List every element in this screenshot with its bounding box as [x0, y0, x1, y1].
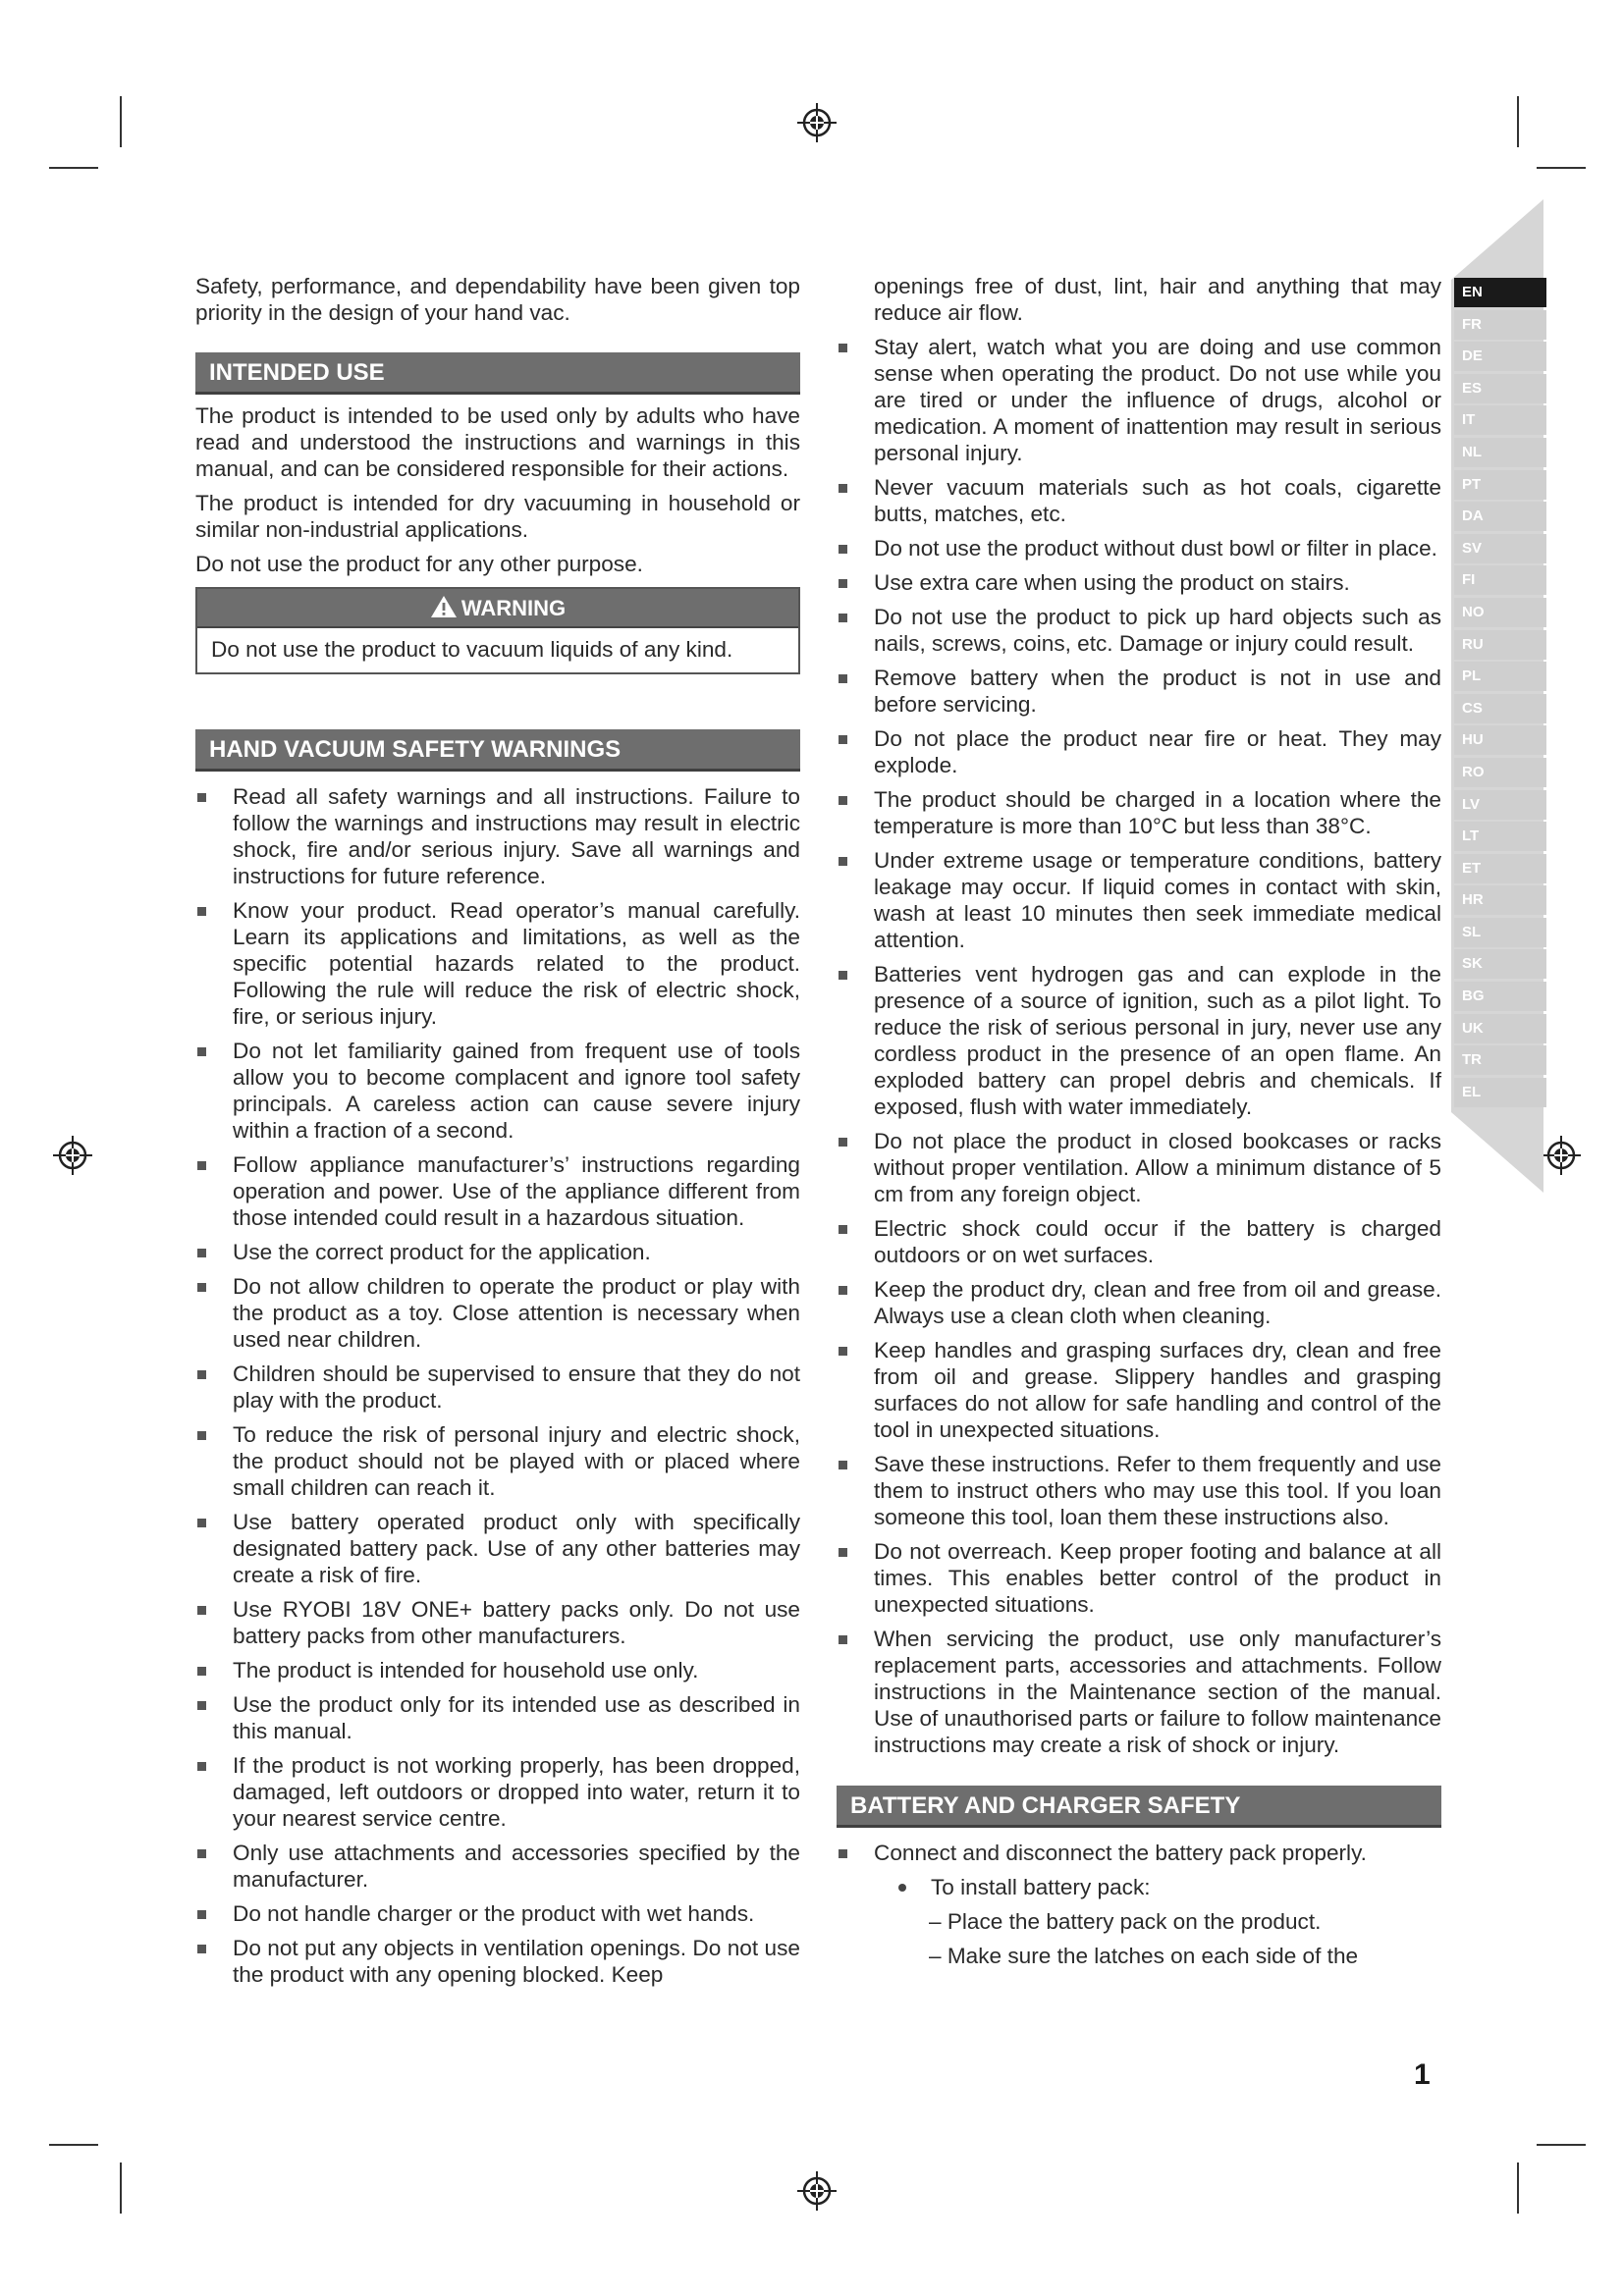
list-item-text: Follow appliance manufacturer’s’ instructions regarding operation and power. Use of the appliance different from those intended could result in a hazardous situation.: [233, 1152, 800, 1230]
bullet-square-icon: [197, 1701, 206, 1710]
intended-use-paragraph: Do not use the product for any other purpose.: [195, 552, 643, 576]
intended-use-heading: INTENDED USE: [195, 352, 800, 395]
bullet-square-icon: [839, 1347, 847, 1356]
bullet-square-icon: [839, 344, 847, 352]
language-tab-da[interactable]: DA: [1454, 502, 1546, 531]
list-item: [837, 1128, 1441, 1207]
bullet-square-icon: [839, 1548, 847, 1557]
list-item: [837, 604, 1441, 657]
bullet-square-icon: [197, 1910, 206, 1919]
list-item: [837, 1337, 1441, 1443]
crop-mark-bottom-left-v: [120, 2163, 122, 2214]
language-tab-sv[interactable]: SV: [1454, 534, 1546, 563]
language-tab-sk[interactable]: SK: [1454, 949, 1546, 979]
list-item: [837, 334, 1441, 466]
battery-list: [837, 1840, 1441, 1866]
crop-mark-top-left-h: [49, 167, 98, 169]
list-item-text: Use the product only for its intended use as described in this manual.: [233, 1692, 800, 1743]
language-tabs: [1454, 278, 1546, 1109]
bullet-square-icon: [197, 1161, 206, 1170]
language-tab-ro[interactable]: RO: [1454, 758, 1546, 787]
list-item-text: Do not put any objects in ventilation openings. Do not use the product with any opening blocked. Keep: [233, 1936, 800, 1987]
list-item: [837, 474, 1441, 527]
list-item: [837, 847, 1441, 953]
list-item-text: The product should be charged in a location where the temperature is more than 10°C but less than 38°C.: [874, 787, 1441, 838]
list-item: [837, 1276, 1441, 1329]
language-tab-pl[interactable]: PL: [1454, 662, 1546, 691]
list-item-text: Children should be supervised to ensure that they do not play with the product.: [233, 1362, 800, 1413]
language-tab-et[interactable]: ET: [1454, 854, 1546, 883]
language-tab-ru[interactable]: RU: [1454, 630, 1546, 660]
registration-mark-top-icon: [795, 101, 839, 144]
warning-header: [197, 589, 798, 628]
language-tab-hu[interactable]: HU: [1454, 725, 1546, 755]
language-tab-hr[interactable]: HR: [1454, 885, 1546, 915]
safety-warnings-list: [837, 334, 1441, 1758]
registration-mark-left-icon: [51, 1134, 94, 1177]
language-tab-fi[interactable]: FI: [1454, 565, 1546, 595]
bullet-square-icon: [197, 1431, 206, 1440]
list-item-text: Do not handle charger or the product with wet hands.: [233, 1901, 755, 1926]
bullet-square-icon: [839, 1286, 847, 1295]
bullet-square-icon: [839, 484, 847, 493]
list-item: [195, 1752, 800, 1832]
bullet-square-icon: [197, 1519, 206, 1527]
install-step: – Place the battery pack on the product.: [929, 1909, 1322, 1934]
language-tab-uk[interactable]: UK: [1454, 1014, 1546, 1043]
bullet-square-icon: [839, 1138, 847, 1147]
list-item-text: Use battery operated product only with specifically designated battery pack. Use of any other batteries may create a risk of fire.: [233, 1510, 800, 1587]
list-item: [837, 961, 1441, 1120]
list-item-text: Use RYOBI 18V ONE+ battery packs only. Do not use battery packs from other manufacturers.: [233, 1597, 800, 1648]
list-item-text: Keep the product dry, clean and free from oil and grease. Always use a clean cloth when cleaning.: [874, 1277, 1441, 1328]
list-item-text: Know your product. Read operator’s manual carefully. Learn its applications and limitations, as well as the specific potential hazards related to the product. Following the rule will reduce the risk of electric shock, fire, or serious injury.: [233, 898, 800, 1029]
bullet-square-icon: [839, 614, 847, 622]
list-item-text: Read all safety warnings and all instructions. Failure to follow the warnings and instructions may result in electric shock, fire and/or serious injury. Save all warnings and instructions for future reference.: [233, 784, 800, 888]
bullet-square-icon: [197, 1249, 206, 1257]
list-item: [195, 1596, 800, 1649]
warning-triangle-icon: [430, 595, 458, 618]
crop-mark-top-left-v: [120, 96, 122, 147]
crop-mark-bottom-right-h: [1537, 2144, 1586, 2146]
hand-vacuum-warnings-heading: HAND VACUUM SAFETY WARNINGS: [195, 729, 800, 772]
language-tab-it[interactable]: IT: [1454, 405, 1546, 435]
language-tab-lt[interactable]: LT: [1454, 822, 1546, 851]
bullet-square-icon: [197, 1945, 206, 1953]
list-item: [195, 1239, 800, 1265]
language-tab-sl[interactable]: SL: [1454, 918, 1546, 947]
registration-mark-right-icon: [1540, 1134, 1583, 1177]
bullet-square-icon: [839, 1849, 847, 1858]
sub-list-item: [837, 1874, 1441, 1900]
list-item-text: Batteries vent hydrogen gas and can explode in the presence of a source of ignition, such as a pilot light. To reduce the risk of serious personal in jury, never use any cordless product in the presence of an open flame. An exploded battery can propel debris and chemicals. If exposed, flush with water immediately.: [874, 962, 1441, 1119]
language-tab-es[interactable]: ES: [1454, 374, 1546, 403]
intended-use-paragraph: The product is intended for dry vacuuming in household or similar non-industrial applications.: [195, 491, 800, 542]
bullet-square-icon: [197, 907, 206, 916]
list-item-text: Under extreme usage or temperature conditions, battery leakage may occur. If liquid comes in contact with skin, wash at least 10 minutes then seek immediate medical attention.: [874, 848, 1441, 952]
list-item-text: Do not allow children to operate the product or play with the product as a toy. Close attention is necessary when used near children.: [233, 1274, 800, 1352]
list-item-text: To reduce the risk of personal injury and electric shock, the product should not be played with or placed where small children can reach it.: [233, 1422, 800, 1500]
list-item: [195, 783, 800, 889]
continuation-text: openings free of dust, lint, hair and anything that may reduce air flow.: [874, 274, 1441, 325]
list-item: [195, 1691, 800, 1744]
list-item-text: Use extra care when using the product on stairs.: [874, 570, 1350, 595]
list-item: [195, 897, 800, 1030]
list-item-text: Do not place the product near fire or heat. They may explode.: [874, 726, 1441, 777]
language-tab-de[interactable]: DE: [1454, 342, 1546, 371]
list-item: [837, 1626, 1441, 1758]
language-tab-el[interactable]: EL: [1454, 1078, 1546, 1107]
list-item: [195, 1509, 800, 1588]
list-item-text: Use the correct product for the application.: [233, 1240, 651, 1264]
bullet-square-icon: [197, 1762, 206, 1771]
list-item: [195, 1361, 800, 1414]
list-item-text: Only use attachments and accessories specified by the manufacturer.: [233, 1841, 800, 1892]
list-item: [195, 1840, 800, 1893]
list-item-text: Do not use the product without dust bowl or filter in place.: [874, 536, 1437, 561]
list-item-text: Do not overreach. Keep proper footing and balance at all times. This enables better control of the product in unexpected situations.: [874, 1539, 1441, 1617]
bullet-square-icon: [839, 971, 847, 980]
list-item-text: Stay alert, watch what you are doing and use common sense when operating the product. Do not use while you are tired or under the influence of drugs, alcohol or medication. A moment of inattention may result in serious personal injury.: [874, 335, 1441, 465]
crop-mark-bottom-right-v: [1517, 2163, 1519, 2214]
language-tab-cs[interactable]: CS: [1454, 694, 1546, 723]
language-tab-en[interactable]: EN: [1454, 278, 1546, 307]
list-item-text: Keep handles and grasping surfaces dry, clean and free from oil and grease. Slippery handles and grasping surfaces do not allow for safe handling and control of the tool in unexpected situations.: [874, 1338, 1441, 1442]
language-tab-nl[interactable]: NL: [1454, 438, 1546, 467]
warning-text: Do not use the product to vacuum liquids of any kind.: [211, 637, 733, 662]
list-item: [837, 665, 1441, 718]
crop-mark-top-right-v: [1517, 96, 1519, 147]
list-item-text: Do not use the product to pick up hard objects such as nails, screws, coins, etc. Damage or injury could result.: [874, 605, 1441, 656]
install-step: – Make sure the latches on each side of the: [929, 1944, 1359, 1968]
list-item-text: Do not place the product in closed bookcases or racks without proper ventilation. Allow a minimum distance of 5 cm from any foreign object.: [874, 1129, 1441, 1206]
bullet-square-icon: [197, 1370, 206, 1379]
language-tab-tr[interactable]: TR: [1454, 1045, 1546, 1075]
list-item-text: When servicing the product, use only manufacturer’s replacement parts, accessories and attachments. Follow instructions in the Maintenance section of the manual. Use of unauthorised parts or failure to follow maintenance instructions may create a risk of shock or injury.: [874, 1627, 1441, 1757]
language-tab-fr[interactable]: FR: [1454, 310, 1546, 340]
warning-box: [195, 587, 800, 674]
bullet-dot-icon: [898, 1884, 906, 1892]
list-item: [837, 1451, 1441, 1530]
bullet-square-icon: [839, 579, 847, 588]
list-item: [837, 725, 1441, 778]
bullet-square-icon: [839, 1225, 847, 1234]
right-column: [837, 273, 1441, 1977]
bullet-square-icon: [197, 1606, 206, 1615]
list-item: [195, 1657, 800, 1683]
list-item: [837, 1215, 1441, 1268]
language-tab-bg[interactable]: BG: [1454, 982, 1546, 1011]
language-tab-no[interactable]: NO: [1454, 598, 1546, 627]
intended-use-paragraph: The product is intended to be used only by adults who have read and understood the instructions and warnings in this manual, and can be considered responsible for their actions.: [195, 403, 800, 481]
list-item: [195, 1151, 800, 1231]
list-item: [195, 1273, 800, 1353]
list-item-text: Save these instructions. Refer to them frequently and use them to instruct others who may use this tool. If you loan someone this tool, loan them these instructions also.: [874, 1452, 1441, 1529]
bullet-square-icon: [839, 1461, 847, 1469]
bullet-square-icon: [839, 674, 847, 683]
hand-vacuum-warnings-list: [195, 783, 800, 1988]
list-item: [837, 786, 1441, 839]
bullet-square-icon: [839, 1635, 847, 1644]
bullet-square-icon: [197, 793, 206, 802]
list-item-text: Remove battery when the product is not in use and before servicing.: [874, 666, 1441, 717]
list-item: [195, 1935, 800, 1988]
bullet-square-icon: [197, 1047, 206, 1056]
list-item: [837, 1840, 1441, 1866]
list-item: [837, 1538, 1441, 1618]
registration-mark-bottom-icon: [795, 2169, 839, 2213]
list-item: [195, 1038, 800, 1144]
battery-charger-heading: BATTERY AND CHARGER SAFETY: [837, 1786, 1441, 1828]
bullet-square-icon: [839, 796, 847, 805]
page-number: 1: [1414, 2058, 1431, 2091]
crop-mark-top-right-h: [1537, 167, 1586, 169]
list-item-text: The product is intended for household use only.: [233, 1658, 699, 1682]
bullet-square-icon: [839, 857, 847, 866]
bullet-square-icon: [197, 1849, 206, 1858]
sub-list-item-text: To install battery pack:: [931, 1875, 1151, 1899]
list-item-text: Do not let familiarity gained from frequent use of tools allow you to become complacent and ignore tool safety principals. A careless action can cause severe injury within a fraction of a second.: [233, 1039, 800, 1143]
warning-label: WARNING: [460, 596, 567, 620]
list-item-text: If the product is not working properly, has been dropped, damaged, left outdoors or dropped into water, return it to your nearest service centre.: [233, 1753, 800, 1831]
left-column: [195, 273, 800, 1996]
intro-paragraph: Safety, performance, and dependability have been given top priority in the design of your hand vac.: [195, 274, 800, 325]
bullet-square-icon: [197, 1667, 206, 1676]
list-item: [837, 535, 1441, 561]
language-tab-pt[interactable]: PT: [1454, 470, 1546, 500]
list-item: [837, 569, 1441, 596]
bullet-square-icon: [197, 1283, 206, 1292]
bullet-square-icon: [839, 545, 847, 554]
language-tab-lv[interactable]: LV: [1454, 790, 1546, 820]
list-item-text: Never vacuum materials such as hot coals, cigarette butts, matches, etc.: [874, 475, 1441, 526]
crop-mark-bottom-left-h: [49, 2144, 98, 2146]
list-item: [195, 1900, 800, 1927]
list-item-text: Connect and disconnect the battery pack properly.: [874, 1841, 1367, 1865]
list-item-text: Electric shock could occur if the battery is charged outdoors or on wet surfaces.: [874, 1216, 1441, 1267]
bullet-square-icon: [839, 735, 847, 744]
list-item: [195, 1421, 800, 1501]
